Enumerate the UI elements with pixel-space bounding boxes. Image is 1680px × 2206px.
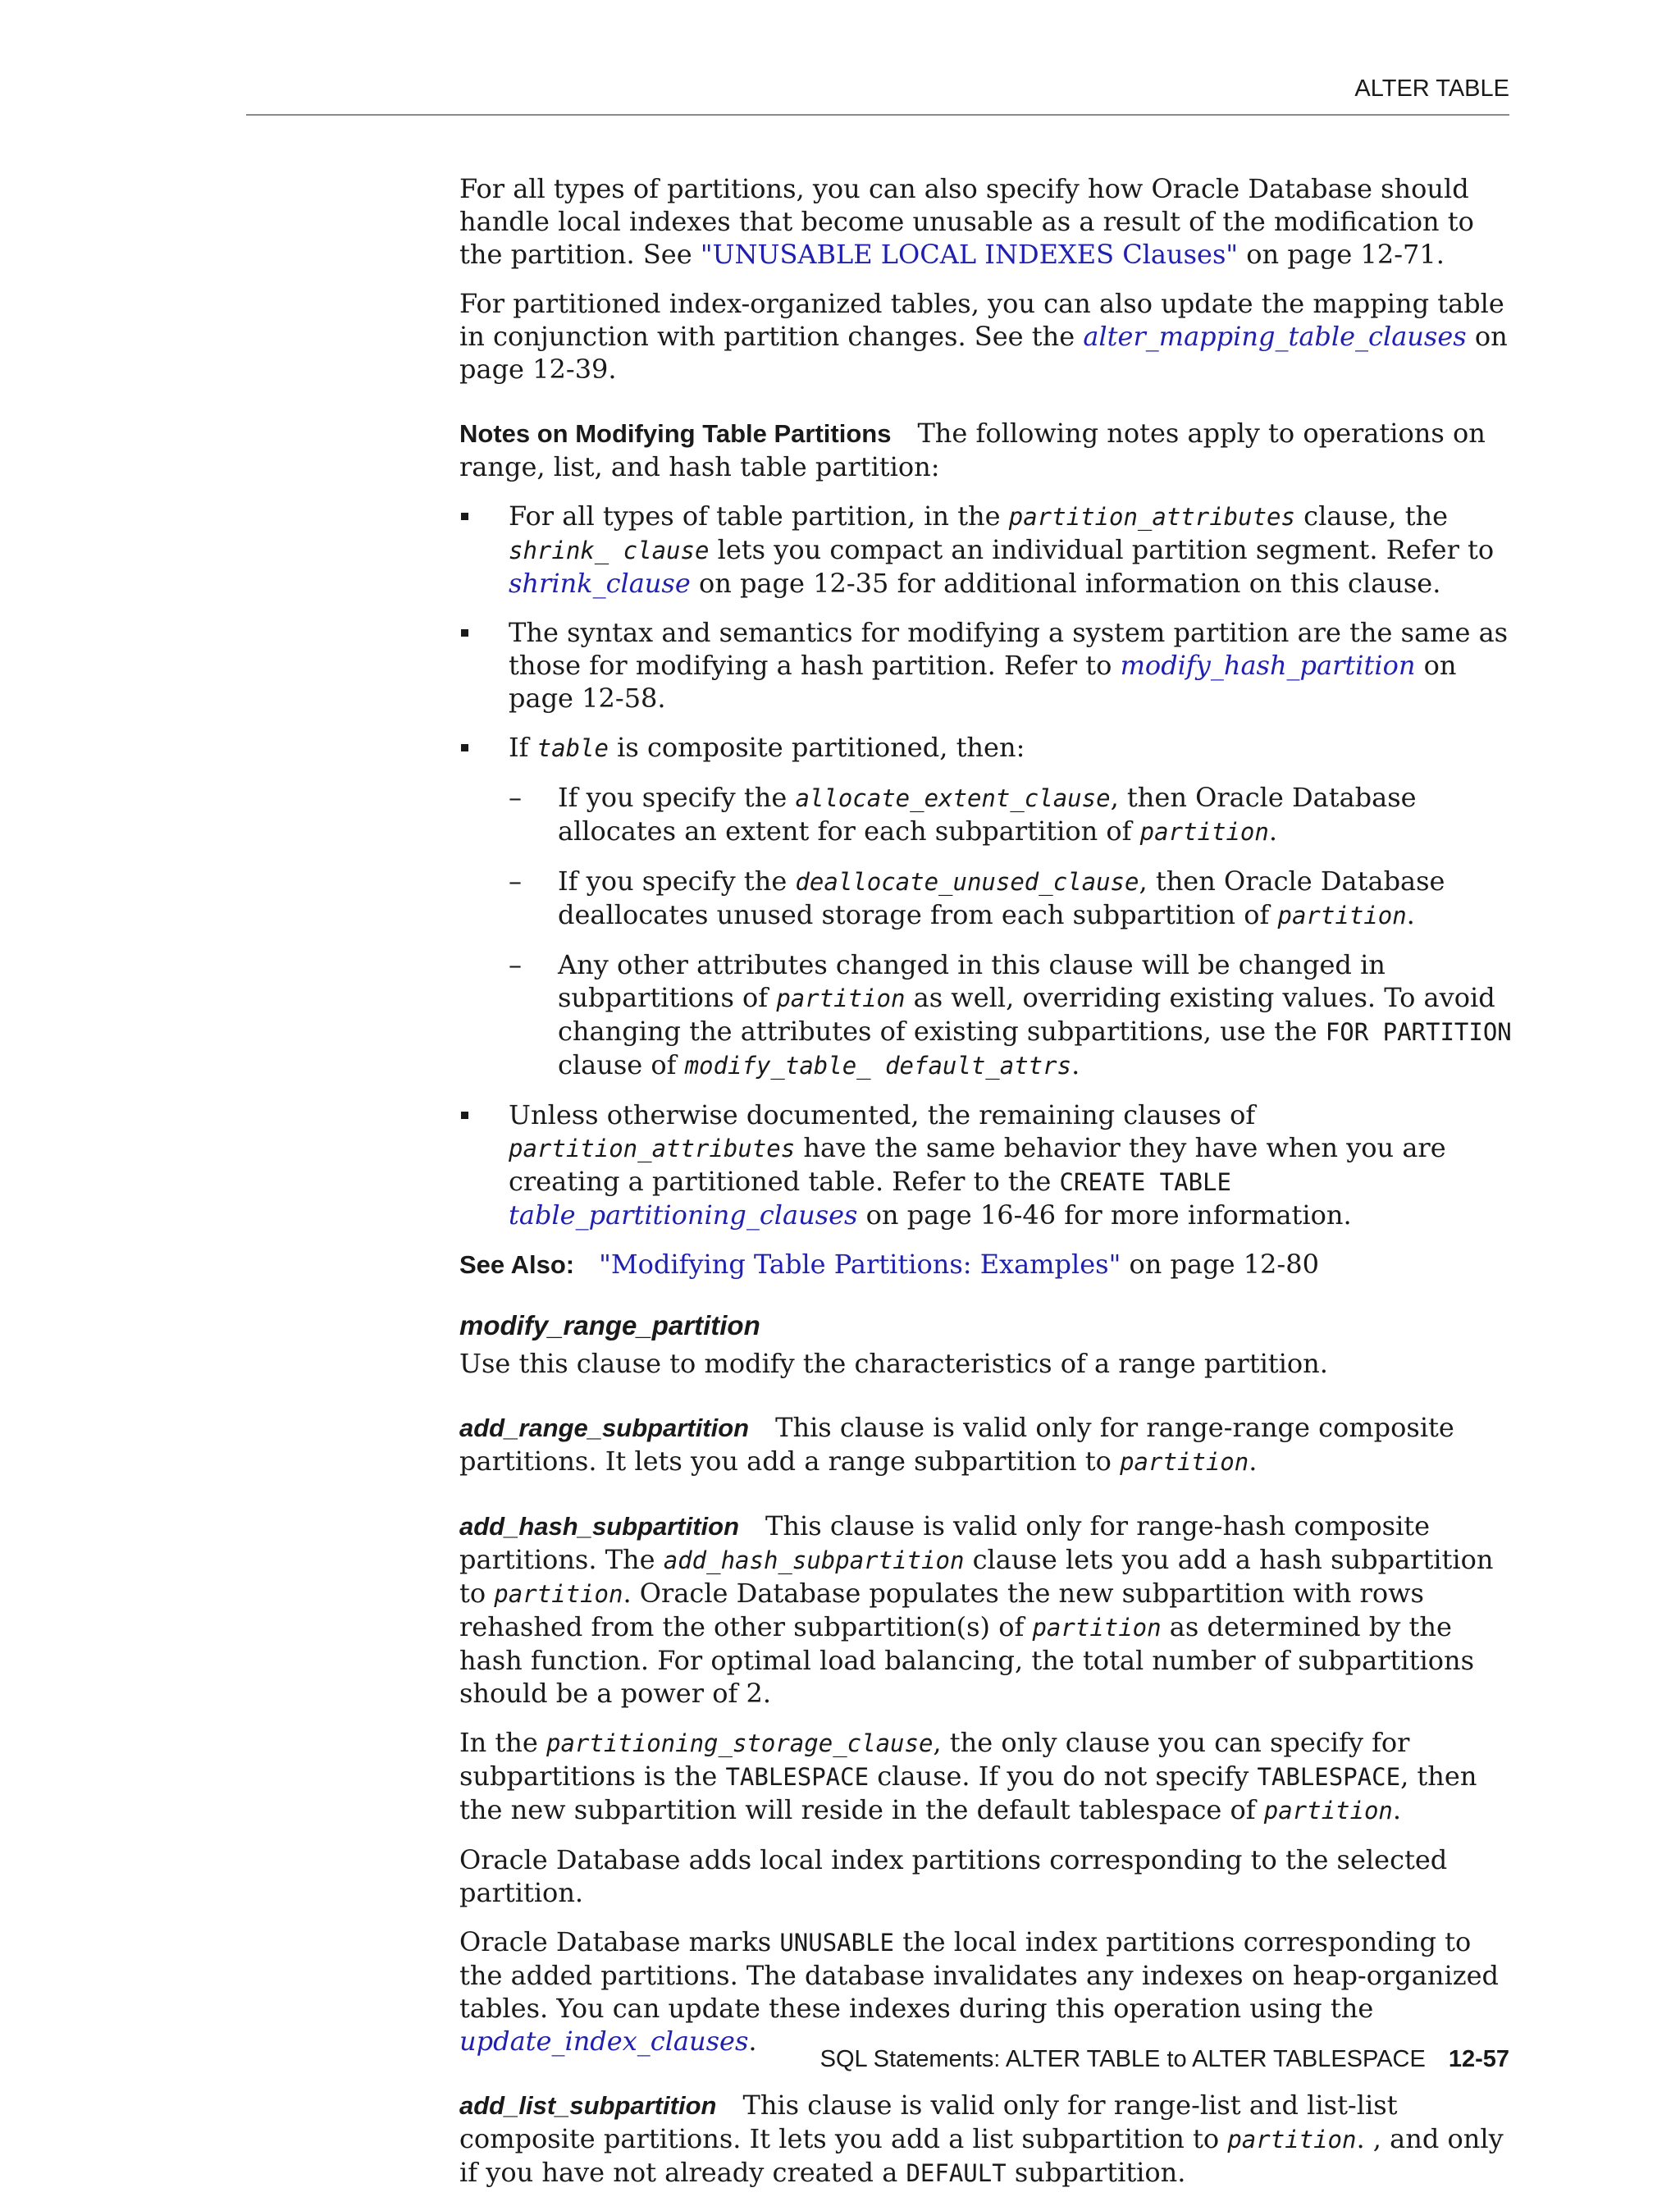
text: In the: [459, 1727, 546, 1758]
text: For all types of partitions, you can also specify how Oracle Database should handle local indexes that become unusable as a result of the modification to the partition. See: [459, 173, 1474, 270]
list-item: [459, 1098, 1518, 1231]
text: . Oracle Database populates the new subpartition with rows rehashed from the other subpartition(s) of: [459, 1578, 1424, 1642]
text: subpartition.: [1006, 2157, 1186, 2188]
link-update-index-clauses[interactable]: update_index_clauses: [459, 2026, 749, 2057]
text: This clause is valid only for range-list and list-list composite partitions. It lets you add a list subpartition to: [459, 2090, 1398, 2154]
link-unusable-local-indexes-clauses[interactable]: "UNUSABLE LOCAL INDEXES Clauses": [700, 239, 1239, 270]
text: on page 16-46 for more information.: [857, 1199, 1352, 1231]
text: , the only clause you can specify for subpartitions is the: [459, 1727, 1410, 1792]
text: The syntax and semantics for modifying a system partition are the same as those for modifying a hash partition. Refer to: [509, 617, 1509, 681]
text: clause lets you add a hash subpartition to: [459, 1544, 1494, 1609]
code-term: partition: [776, 984, 906, 1012]
code-term: table: [536, 734, 609, 762]
list-item: [509, 781, 1518, 848]
code-term: CREATE TABLE: [1059, 1168, 1231, 1196]
code-term: partition: [1263, 1797, 1393, 1825]
running-header-title: ALTER TABLE: [1354, 75, 1509, 102]
text: The following notes apply to operations on range, list, and hash table partition:: [459, 418, 1486, 482]
footer-book-title: SQL Statements: ALTER TABLE to ALTER TABLESPACE: [819, 2046, 1426, 2072]
text: .: [1249, 1446, 1258, 1477]
code-term: partitioning_storage_clause: [546, 1729, 934, 1757]
text: on page 12-71.: [1238, 239, 1445, 270]
footer-page-number: 12-57: [1448, 2046, 1509, 2072]
code-term: shrink_ clause: [509, 537, 710, 564]
add-hash-subpartition-heading: add_hash_subpartition: [459, 1512, 740, 1541]
paragraph-notes: [459, 417, 1518, 483]
running-header: [246, 75, 1509, 116]
text: Oracle Database marks: [459, 1926, 780, 1957]
text: clause. If you do not specify: [869, 1761, 1258, 1792]
code-term: partition_attributes: [509, 1135, 796, 1162]
text: .: [748, 2026, 757, 2057]
code-term: TABLESPACE: [725, 1763, 870, 1791]
text: , then Oracle Database deallocates unused storage from each subpartition of: [558, 866, 1445, 930]
paragraph-unusable-local-indexes: [459, 172, 1518, 271]
text: have the same behavior they have when you are creating a partitioned table. Refer to the: [509, 1132, 1446, 1197]
code-term: partition: [494, 1580, 623, 1608]
code-term: allocate_extent_clause: [795, 784, 1111, 812]
paragraph-storage-clause: [459, 1726, 1518, 1827]
text: .: [1268, 815, 1277, 847]
text: as well, overriding existing values. To avoid changing the attributes of existing subpartitions, use the: [558, 982, 1495, 1047]
text: .: [1406, 899, 1415, 930]
text: the local index partitions corresponding to the added partitions. The database invalidates any indexes on heap-organized tables. You can update these indexes during this operation using the: [459, 1926, 1499, 2024]
add-list-subpartition-heading: add_list_subpartition: [459, 2091, 717, 2120]
text: on page 12-39.: [459, 321, 1508, 385]
text: on page 12-80: [1121, 1249, 1319, 1280]
code-term: DEFAULT: [906, 2159, 1007, 2187]
code-term: add_hash_subpartition: [663, 1546, 965, 1574]
code-term: partition: [1277, 902, 1407, 929]
paragraph-add-list-subpartition: [459, 2089, 1518, 2190]
text: on page 12-35 for additional information on this clause.: [690, 568, 1441, 599]
code-term: UNUSABLE: [779, 1929, 895, 1957]
text: . , and only if you have not already created a: [459, 2123, 1504, 2188]
link-shrink-clause[interactable]: shrink_clause: [509, 568, 691, 599]
paragraph-local-index: Oracle Database adds local index partitions corresponding to the selected partition.: [459, 1844, 1448, 1908]
list-item: [509, 948, 1518, 1082]
notes-bullet-list: [459, 500, 1518, 1231]
code-term: deallocate_unused_clause: [795, 868, 1139, 896]
section-heading-modify-range-partition: modify_range_partition: [459, 1310, 760, 1340]
composite-sub-list: [509, 781, 1518, 1082]
code-term: modify_table_ default_attrs: [684, 1052, 1072, 1080]
text: .: [1071, 1049, 1080, 1080]
text: If you specify the: [558, 866, 796, 897]
text: , then Oracle Database allocates an extent for each subpartition of: [558, 782, 1417, 847]
list-item: [459, 500, 1518, 600]
text: .: [1392, 1794, 1402, 1825]
text: This clause is valid only for range-range composite partitions. It lets you add a range subpartition to: [459, 1412, 1454, 1477]
page-body: [459, 172, 1518, 2206]
list-item: [459, 731, 1518, 1082]
section-intro: Use this clause to modify the characteristics of a range partition.: [459, 1348, 1328, 1379]
code-term: partition_attributes: [1008, 503, 1295, 531]
paragraph-add-hash-subpartition: [459, 1509, 1518, 1710]
page-footer: [738, 2046, 1509, 2073]
text: is composite partitioned, then:: [608, 732, 1025, 763]
code-term: TABLESPACE: [1257, 1763, 1401, 1791]
see-also-label: See Also:: [459, 1250, 575, 1279]
see-also-note: [459, 1248, 1518, 1281]
text: lets you compact an individual partition segment. Refer to: [709, 534, 1495, 565]
code-term: partition: [1120, 1448, 1249, 1476]
list-item: [459, 616, 1518, 715]
link-modify-hash-partition[interactable]: modify_hash_partition: [1120, 650, 1416, 681]
text: Any other attributes changed in this clause will be changed in subpartitions of: [558, 949, 1386, 1013]
code-term: partition: [1139, 818, 1269, 846]
text: If you specify the: [558, 782, 796, 813]
text: clause of: [558, 1049, 685, 1080]
text: If: [509, 732, 537, 763]
paragraph-mapping-table: [459, 287, 1518, 386]
code-term: partition: [1032, 1614, 1162, 1642]
text: as determined by the hash function. For optimal load balancing, the total number of subpartitions should be a power of 2.: [459, 1611, 1474, 1709]
text: , then the new subpartition will reside in the default tablespace of: [459, 1761, 1477, 1825]
add-range-subpartition-heading: add_range_subpartition: [459, 1414, 750, 1442]
text: on page 12-58.: [509, 650, 1457, 714]
code-term: partition: [1227, 2126, 1357, 2153]
text: For all types of table partition, in the: [509, 500, 1009, 532]
link-table-partitioning-clauses[interactable]: table_partitioning_clauses: [509, 1199, 858, 1231]
text: clause, the: [1294, 500, 1449, 532]
notes-heading: Notes on Modifying Table Partitions: [459, 419, 892, 448]
link-modifying-table-partitions-examples[interactable]: "Modifying Table Partitions: Examples": [599, 1249, 1121, 1280]
list-item: [509, 865, 1518, 932]
text: Unless otherwise documented, the remaining clauses of: [509, 1099, 1256, 1130]
text: For partitioned index-organized tables, you can also update the mapping table in conjunction with partition changes. See the: [459, 288, 1504, 352]
link-alter-mapping-table-clauses[interactable]: alter_mapping_table_clauses: [1083, 321, 1467, 352]
code-term: FOR PARTITION: [1325, 1018, 1512, 1046]
paragraph-unusable: [459, 1925, 1518, 2058]
paragraph-add-range-subpartition: [459, 1411, 1518, 1478]
text: This clause is valid only for range-hash composite partitions. The: [459, 1510, 1431, 1575]
